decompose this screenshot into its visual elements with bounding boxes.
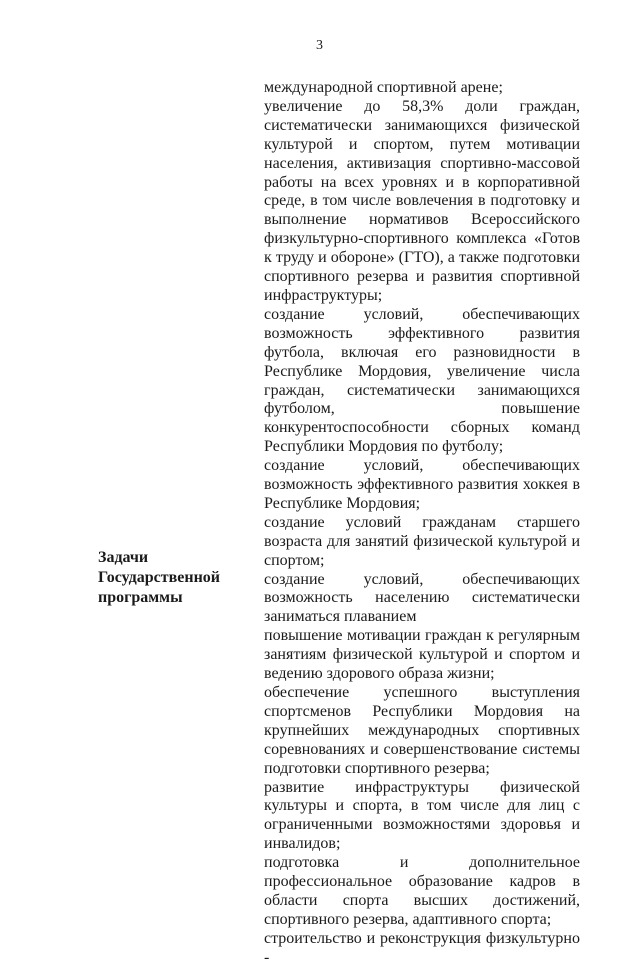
paragraph: обеспечение успешного выступления спортсменов Республики Мордовия на крупнейших международных спортивных соревнованиях и совершенствование системы подготовки спортивного резерва; — [264, 684, 580, 777]
paragraph: создание условий, обеспечивающих возможность населению систематически заниматься плаванием — [264, 570, 580, 626]
paragraph: подготовка и дополнительное профессиональное образование кадров в области спорта высших достижений, спортивного резерва, адаптивного спорта; — [264, 854, 580, 928]
section-label-line: Задачи — [98, 549, 149, 566]
section-label-line: программы — [98, 589, 183, 606]
paragraph: увеличение до 58,3% доли граждан, систематически занимающихся физической культурой и спортом, путем мотивации населения, активизация спортивно-массовой работы на всех уровнях и в корпоративной среде, в том числе вовлечения в подготовку и выполнение нормативов Всероссийского физкультурно-спортивного комплекса «Готов к труду и обороне» (ГТО), а также подготовки спортивного резерва и развития спортивной инфраструктуры; — [264, 97, 580, 304]
paragraph: создание условий гражданам старшего возраста для занятий физической культурой и спортом; — [264, 513, 580, 569]
paragraph: строительство и реконструкция физкультурно - — [264, 929, 580, 966]
program-text — [264, 79, 580, 968]
page-number: 3 — [316, 38, 323, 53]
section-label — [98, 548, 248, 608]
paragraph: развитие инфраструктуры физической культуры и спорта, в том числе для лиц с ограниченными возможностями здоровья и инвалидов; — [264, 778, 580, 853]
paragraph: создание условий, обеспечивающих возможность эффективного развития хоккея в Республике Мордовия; — [264, 457, 580, 512]
paragraph: международной спортивной арене; — [264, 79, 503, 96]
section-label-line: Государственной — [98, 569, 221, 586]
paragraph: создание условий, обеспечивающих возможность эффективного развития футбола, включая его разновидности в Республике Мордовия, увеличение числа граждан, систематически занимающихся футболом, повышение конкурентоспособности сборных команд Республики Мордовия по футболу; — [264, 305, 580, 456]
paragraph: повышение мотивации граждан к регулярным занятиям физической культурой и спортом и ведению здорового образа жизни; — [264, 627, 580, 683]
